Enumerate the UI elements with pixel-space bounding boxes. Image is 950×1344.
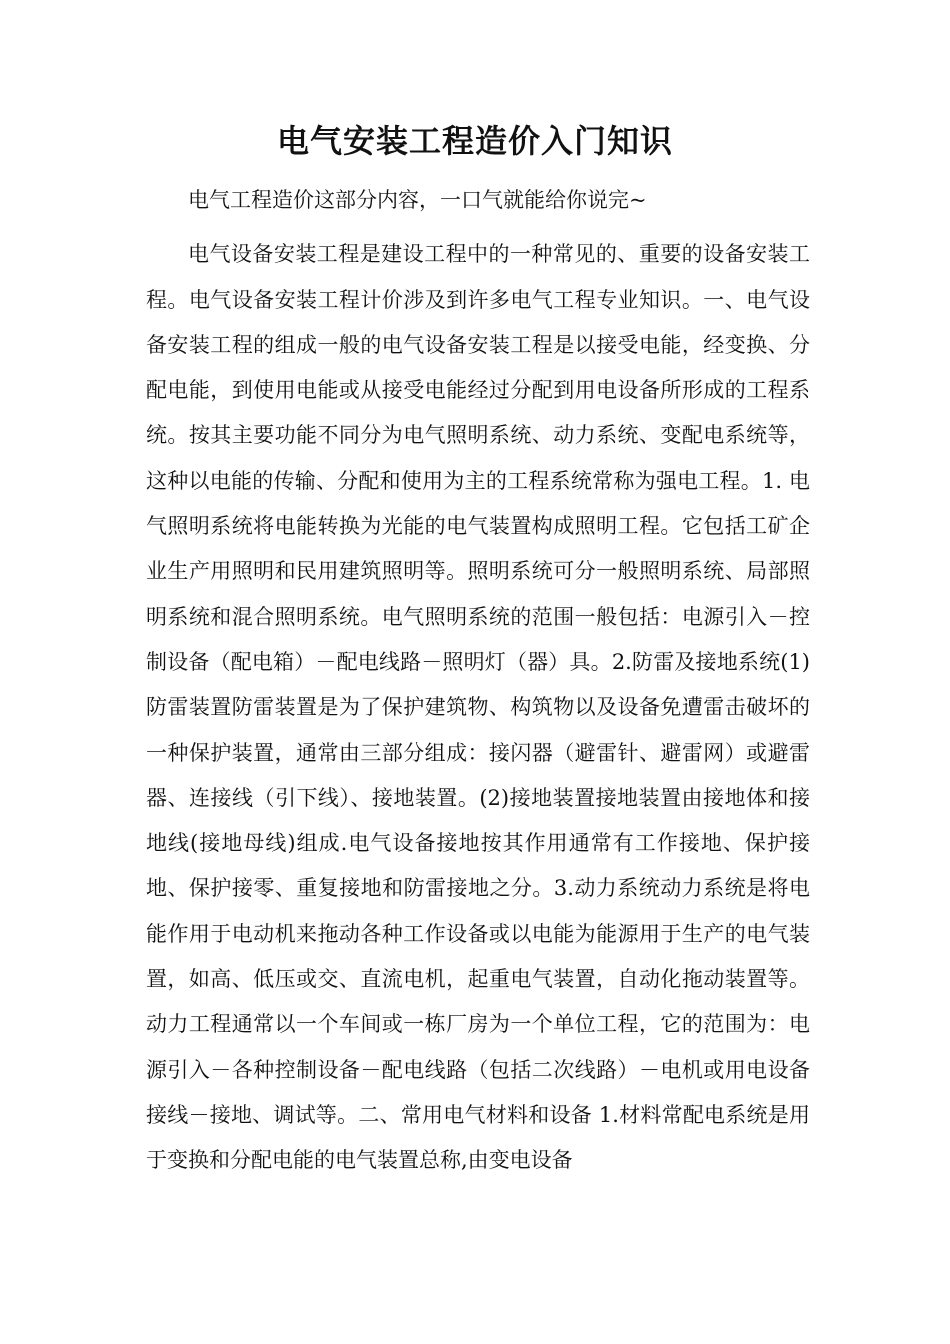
body-paragraph: 电气设备安装工程是建设工程中的一种常见的、重要的设备安装工程。电气设备安装工程计价涉及到许多电气工程专业知识。一、电气设备安装工程的组成一般的电气设备安装工程是以接受电能，经变换、分配电能，到使用电能或从接受电能经过分配到用电设备所形成的工程系统。按其主要功能不同分为电气照明系统、动力系统、变配电系统等，这种以电能的传输、分配和使用为主的工程系统常称为强电工程。1. 电气照明系统将电能转换为光能的电气装置构成照明工程。它包括工矿企业生产用照明和民用建筑照明等。照明系统可分一般照明系统、局部照明系统和混合照明系统。电气照明系统的范围一般包括：电源引入－控制设备（配电箱）－配电线路－照明灯（器）具。2.防雷及接地系统(1)防雷装置防雷装置是为了保护建筑物、构筑物以及设备免遭雷击破坏的一种保护装置，通常由三部分组成：接闪器（避雷针、避雷网）或避雷器、连接线（引下线）、接地装置。(2)接地装置接地装置由接地体和接地线(接地母线)组成.电气设备接地按其作用通常有工作接地、保护接地、保护接零、重复接地和防雷接地之分。3.动力系统动力系统是将电能作用于电动机来拖动各种工作设备或以电能为能源用于生产的电气装置，如高、低压或交、直流电机，起重电气装置，自动化拖动装置等。动力工程通常以一个车间或一栋厂房为一个单位工程，它的范围为：电源引入－各种控制设备－配电线路（包括二次线路）－电机或用电设备接线－接地、调试等。二、常用电气材料和设备 1.材料常配电系统是用于变换和分配电能的电气装置总称,由变电设备 [146, 242, 810, 1173]
intro-paragraph: 电气工程造价这部分内容，一口气就能给你说完~ [188, 188, 647, 212]
document-body [146, 178, 810, 1184]
document-title: 电气安装工程造价入门知识 [276, 122, 673, 160]
